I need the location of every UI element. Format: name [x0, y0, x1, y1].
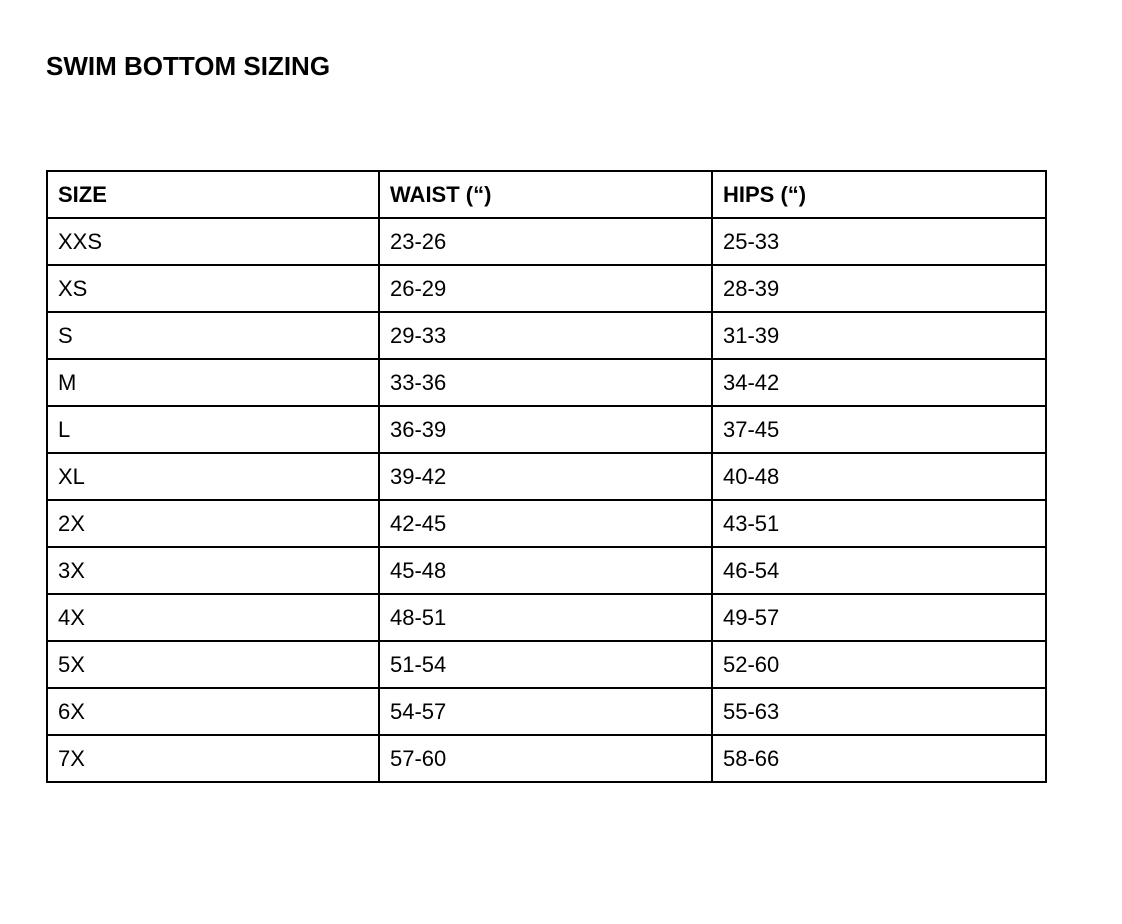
cell-waist: 54-57: [379, 688, 712, 735]
cell-hips: 43-51: [712, 500, 1046, 547]
cell-size: 2X: [47, 500, 379, 547]
cell-size: 5X: [47, 641, 379, 688]
cell-size: XS: [47, 265, 379, 312]
cell-waist: 33-36: [379, 359, 712, 406]
table-body: [47, 218, 1046, 782]
size-chart-table: [46, 170, 1047, 783]
cell-hips: 37-45: [712, 406, 1046, 453]
cell-waist: 45-48: [379, 547, 712, 594]
cell-hips: 28-39: [712, 265, 1046, 312]
cell-size: 4X: [47, 594, 379, 641]
page-title: SWIM BOTTOM SIZING: [46, 51, 331, 81]
cell-hips: 49-57: [712, 594, 1046, 641]
cell-size: L: [47, 406, 379, 453]
table-row: [47, 218, 1046, 265]
table-row: [47, 359, 1046, 406]
table-row: [47, 688, 1046, 735]
cell-hips: 31-39: [712, 312, 1046, 359]
cell-size: S: [47, 312, 379, 359]
cell-size: XL: [47, 453, 379, 500]
table-row: [47, 641, 1046, 688]
cell-size: 3X: [47, 547, 379, 594]
cell-hips: 40-48: [712, 453, 1046, 500]
cell-waist: 23-26: [379, 218, 712, 265]
table-header: [47, 171, 1046, 218]
cell-hips: 25-33: [712, 218, 1046, 265]
table-row: [47, 453, 1046, 500]
cell-waist: 57-60: [379, 735, 712, 782]
cell-hips: 52-60: [712, 641, 1046, 688]
header-waist: WAIST (“): [379, 171, 712, 218]
table-row: [47, 406, 1046, 453]
table-row: [47, 500, 1046, 547]
header-hips: HIPS (“): [712, 171, 1046, 218]
table-row: [47, 735, 1046, 782]
table-header-row: [47, 171, 1046, 218]
cell-waist: 48-51: [379, 594, 712, 641]
cell-hips: 46-54: [712, 547, 1046, 594]
cell-waist: 39-42: [379, 453, 712, 500]
table-row: [47, 265, 1046, 312]
header-size: SIZE: [47, 171, 379, 218]
cell-waist: 26-29: [379, 265, 712, 312]
cell-hips: 58-66: [712, 735, 1046, 782]
cell-size: 7X: [47, 735, 379, 782]
cell-waist: 36-39: [379, 406, 712, 453]
table-row: [47, 312, 1046, 359]
table-row: [47, 594, 1046, 641]
cell-hips: 55-63: [712, 688, 1046, 735]
cell-waist: 42-45: [379, 500, 712, 547]
cell-size: 6X: [47, 688, 379, 735]
table-row: [47, 547, 1046, 594]
cell-size: XXS: [47, 218, 379, 265]
cell-size: M: [47, 359, 379, 406]
cell-waist: 51-54: [379, 641, 712, 688]
cell-waist: 29-33: [379, 312, 712, 359]
cell-hips: 34-42: [712, 359, 1046, 406]
